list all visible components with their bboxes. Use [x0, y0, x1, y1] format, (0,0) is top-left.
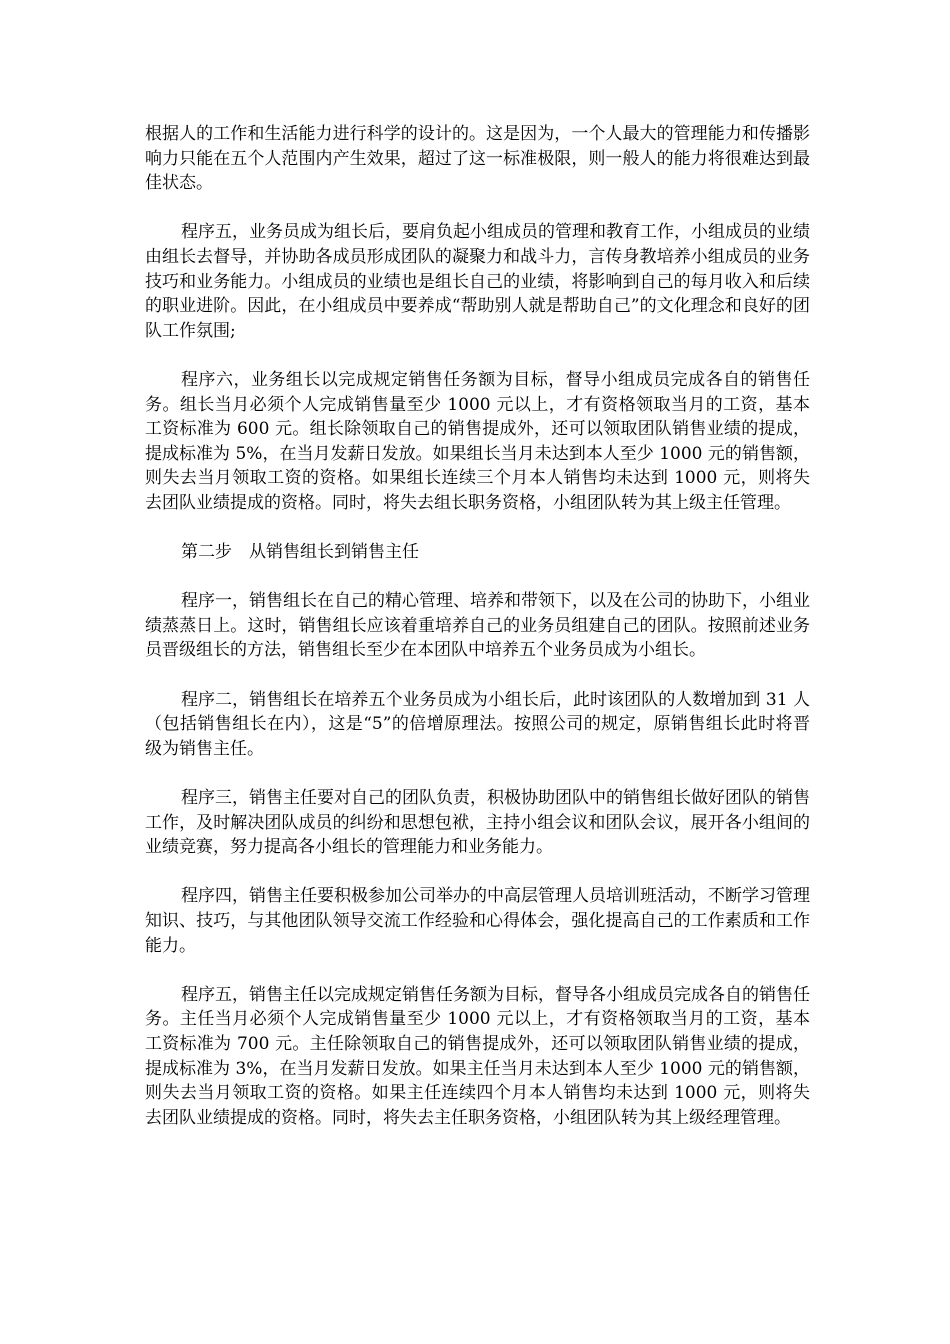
- paragraph-procedure-five-director: 程序五，销售主任以完成规定销售任务额为目标，督导各小组成员完成各自的销售任务。主任当月必须个人完成销售量至少 1000 元以上，才有资格领取当月的工资，基本工资标准为 700 元。主任除领取自己的销售提成外，还可以领取团队销售业绩的提成，提成标准为 3%，在当月发薪日发放。如果主任当月未达到本人至少 1000 元的销售额，则失去当月领取工资的资格。如果主任连续四个月本人销售均未达到 1000 元，则将失去团队业绩提成的资格。同时，将失去主任职务资格，小组团队转为其上级经理管理。: [145, 984, 810, 1128]
- paragraph-continuation: 根据人的工作和生活能力进行科学的设计的。这是因为，一个人最大的管理能力和传播影响力只能在五个人范围内产生效果，超过了这一标准极限，则一般人的能力将很难达到最佳状态。: [145, 124, 810, 194]
- section-heading-step-two: 第二步 从销售组长到销售主任: [181, 542, 419, 563]
- document-page: [145, 122, 810, 1155]
- paragraph-procedure-two-director: 程序二，销售组长在培养五个业务员成为小组长后，此时该团队的人数增加到 31 人（包括销售组长在内），这是“5”的倍增原理法。按照公司的规定，原销售组长此时将晋级为销售主任。: [145, 689, 810, 759]
- paragraph-procedure-six-team-leader: 程序六，业务组长以完成规定销售任务额为目标，督导小组成员完成各自的销售任务。组长当月必须个人完成销售量至少 1000 元以上，才有资格领取当月的工资，基本工资标准为 600 元。组长除领取自己的销售提成外，还可以领取团队销售业绩的提成，提成标准为 5%，在当月发薪日发放。如果组长当月未达到本人至少 1000 元的销售额，则失去当月领取工资的资格。如果组长连续三个月本人销售均未达到 1000 元，则将失去团队业绩提成的资格。同时，将失去组长职务资格，小组团队转为其上级主任管理。: [145, 369, 810, 513]
- paragraph-procedure-five-team-leader: 程序五，业务员成为组长后，要肩负起小组成员的管理和教育工作，小组成员的业绩由组长去督导，并协助各成员形成团队的凝聚力和战斗力，言传身教培养小组成员的业务技巧和业务能力。小组成员的业绩也是组长自己的业绩，将影响到自己的每月收入和后续的职业进阶。因此，在小组成员中要养成“帮助别人就是帮助自己”的文化理念和良好的团队工作氛围;: [145, 222, 810, 341]
- paragraph-procedure-four-director: 程序四，销售主任要积极参加公司举办的中高层管理人员培训班活动，不断学习管理知识、技巧，与其他团队领导交流工作经验和心得体会，强化提高自己的工作素质和工作能力。: [145, 886, 810, 956]
- paragraph-procedure-three-director: 程序三，销售主任要对自己的团队负责，积极协助团队中的销售组长做好团队的销售工作，及时解决团队成员的纠纷和思想包袱，主持小组会议和团队会议，展开各小组间的业绩竞赛，努力提高各小组长的管理能力和业务能力。: [145, 788, 810, 858]
- paragraph-procedure-one-director: 程序一，销售组长在自己的精心管理、培养和带领下，以及在公司的协助下，小组业绩蒸蒸日上。这时，销售组长应该着重培养自己的业务员组建自己的团队。按照前述业务员晋级组长的方法，销售组长至少在本团队中培养五个业务员成为小组长。: [145, 591, 810, 661]
